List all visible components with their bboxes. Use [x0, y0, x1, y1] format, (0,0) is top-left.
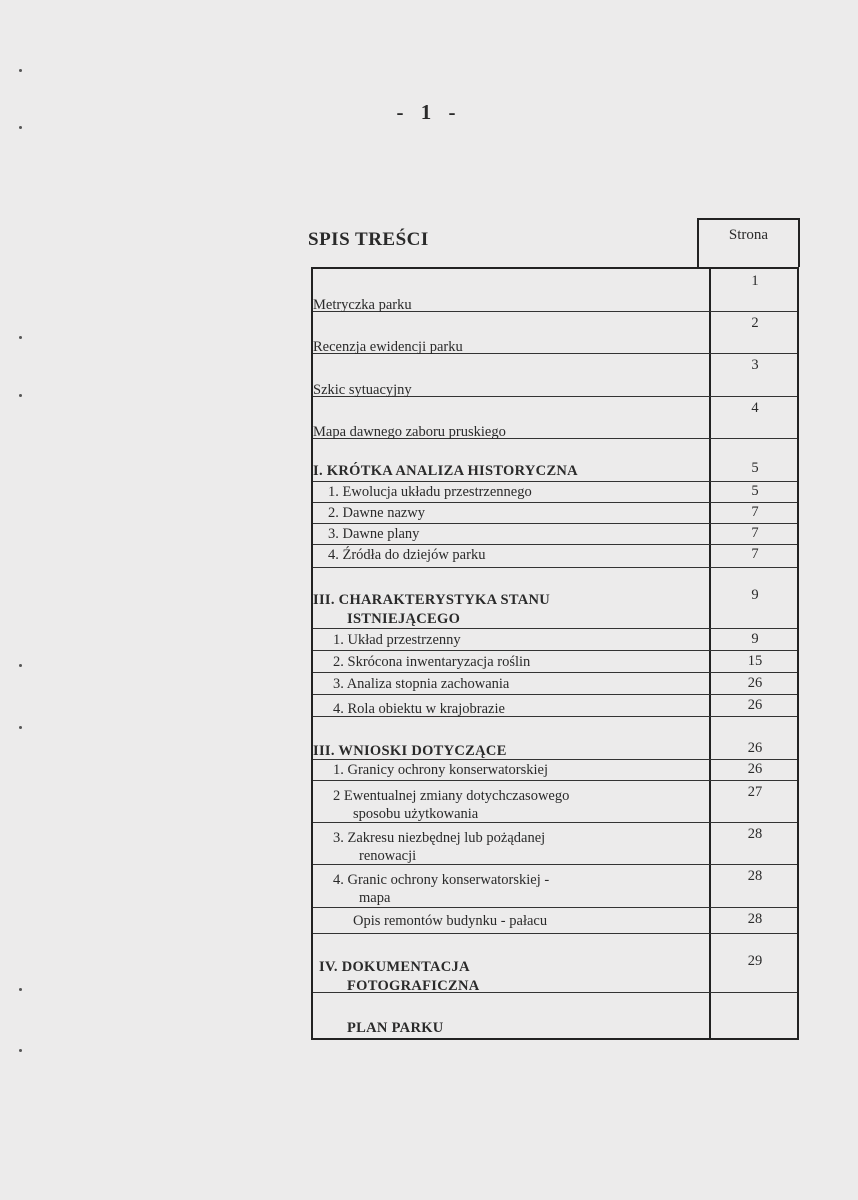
page-number: - 1 - — [396, 100, 462, 124]
toc-entry-page: 5 — [751, 483, 759, 499]
toc-entry-label: III. CHARAKTERYSTYKA STANU — [313, 592, 551, 608]
toc-section-heading — [313, 993, 797, 1038]
toc-entry-label-continued: ISTNIEJĄCEGO — [347, 611, 461, 627]
toc-entry-label: 4. Granic ochrony konserwatorskiej - — [333, 872, 550, 888]
toc-entry-page: 7 — [751, 525, 759, 541]
toc-entry-label: Opis remontów budynku - pałacu — [353, 913, 548, 929]
toc-entry-page: 28 — [747, 911, 763, 927]
toc-entry-label: Recenzja ewidencji parku — [313, 339, 463, 355]
toc-entry — [313, 781, 797, 823]
toc-entry — [313, 503, 797, 524]
toc-entry-label: 1. Ewolucja układu przestrzennego — [328, 484, 532, 500]
margin-dot — [19, 69, 22, 72]
margin-dot — [19, 126, 22, 129]
toc-entry-page: 28 — [747, 826, 763, 842]
margin-dot — [19, 988, 22, 991]
toc-entry-label: 1. Granicy ochrony konserwatorskiej — [333, 762, 549, 778]
toc-entry-label-continued: sposobu użytkowania — [353, 806, 479, 822]
toc-entry — [313, 524, 797, 545]
toc-entry — [313, 760, 797, 781]
margin-dot — [19, 394, 22, 397]
toc-entry-label-continued: mapa — [359, 890, 391, 906]
toc-entry-label: Szkic sytuacyjny — [313, 382, 412, 398]
toc-entry-page: 15 — [747, 653, 763, 669]
margin-dot — [19, 1049, 22, 1052]
toc-entry-label: Metryczka parku — [313, 297, 412, 313]
toc-entry — [313, 865, 797, 908]
toc-entry-page: 26 — [747, 675, 763, 691]
toc-entry-label: Mapa dawnego zaboru pruskiego — [313, 424, 506, 440]
toc-entry-label: 3. Dawne plany — [328, 526, 420, 542]
toc-entry-page: 5 — [751, 460, 759, 476]
toc-entry — [313, 312, 797, 354]
toc-entry-label: III. WNIOSKI DOTYCZĄCE — [313, 743, 507, 759]
toc-entry-label: 3. Zakresu niezbędnej lub pożądanej — [333, 830, 546, 846]
toc-entry-label-continued: renowacji — [359, 848, 417, 864]
toc-entry-page: 7 — [751, 546, 759, 562]
margin-dot — [19, 726, 22, 729]
toc-section-heading — [313, 568, 797, 629]
page-column-label: Strona — [728, 227, 769, 243]
toc-entry-label: 4. Rola obiektu w krajobrazie — [333, 701, 505, 717]
toc-entry-label: 1. Układ przestrzenny — [333, 632, 461, 648]
toc-entry-page: 27 — [747, 784, 763, 800]
toc-entry-page: 28 — [747, 868, 763, 884]
toc-entry — [313, 269, 797, 312]
toc-section-heading — [313, 934, 797, 993]
toc-entry — [313, 908, 797, 934]
toc-table — [311, 267, 799, 1040]
margin-dot — [19, 664, 22, 667]
page-column-header — [697, 218, 800, 267]
toc-entry — [313, 695, 797, 717]
toc-section-heading — [313, 717, 797, 760]
toc-entry-page: 1 — [751, 273, 759, 289]
toc-entry-label: 2 Ewentualnej zmiany dotychczasowego — [333, 788, 570, 804]
toc-entry — [313, 397, 797, 439]
toc-section-heading — [313, 439, 797, 482]
toc-entry-page: 26 — [747, 740, 763, 756]
toc-entry-page: 7 — [751, 504, 759, 520]
toc-entry-label: PLAN PARKU — [347, 1020, 444, 1036]
toc-entry-label: I. KRÓTKA ANALIZA HISTORYCZNA — [313, 463, 578, 479]
toc-entry-page: 9 — [751, 587, 759, 603]
toc-entry-label: 3. Analiza stopnia zachowania — [333, 676, 510, 692]
toc-entry-label: IV. DOKUMENTACJA — [319, 959, 470, 975]
toc-entry-label: 2. Skrócona inwentaryzacja roślin — [333, 654, 531, 670]
toc-entry — [313, 823, 797, 865]
toc-entry-page: 29 — [747, 953, 763, 969]
toc-entry — [313, 651, 797, 673]
toc-entry — [313, 629, 797, 651]
toc-entry-page: 3 — [751, 357, 759, 373]
margin-dot — [19, 336, 22, 339]
toc-entry — [313, 482, 797, 503]
toc-entry-label-continued: FOTOGRAFICZNA — [347, 978, 480, 994]
toc-heading: SPIS TREŚCI — [308, 229, 429, 250]
toc-entry-page: 2 — [751, 315, 759, 331]
toc-entry — [313, 545, 797, 568]
toc-entry — [313, 354, 797, 397]
toc-entry-label: 2. Dawne nazwy — [328, 505, 426, 521]
toc-entry-label: 4. Źródła do dziejów parku — [328, 547, 486, 563]
toc-entry-page: 4 — [751, 400, 759, 416]
toc-entry — [313, 673, 797, 695]
toc-entry-page: 26 — [747, 761, 763, 777]
toc-entry-page: 26 — [747, 697, 763, 713]
toc-entry-page: 9 — [751, 631, 759, 647]
